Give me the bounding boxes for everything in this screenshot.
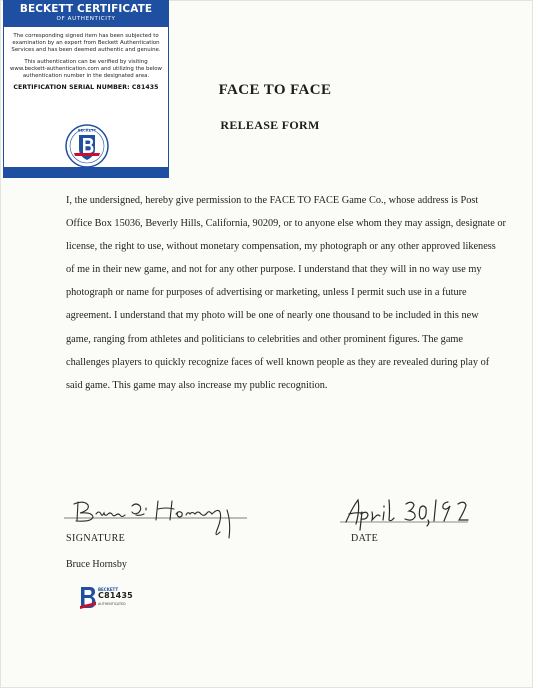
- sticker-serial-number: C81435: [98, 591, 133, 600]
- certificate-paragraph-1: The corresponding signed item has been subjected to examination by an expert from Beckett Authentication Services and has been deemed authentic and genuine.: [11, 33, 161, 54]
- certificate-subtitle: OF AUTHENTICITY: [56, 16, 116, 22]
- certificate-header: [4, 1, 168, 27]
- seal-text: BECKETT: [77, 128, 97, 133]
- certificate-serial-number: CERTIFICATION SERIAL NUMBER: C81435: [13, 84, 159, 92]
- document-subtitle: RELEASE FORM: [220, 118, 320, 132]
- sticker-brand: BECKETT: [98, 587, 119, 592]
- signature-label: SIGNATURE: [66, 533, 126, 544]
- printed-name: Bruce Hornsby: [66, 559, 127, 570]
- sticker-caption: AUTHENTICATED: [98, 602, 126, 606]
- beckett-certificate-sticker: [3, 0, 169, 178]
- certificate-title: BECKETT CERTIFICATE: [19, 3, 153, 15]
- beckett-logo-icon: [80, 586, 96, 610]
- certificate-paragraph-2: This authentication can be verified by visiting www.beckett-authentication.com and utilizing the below authentication number in the designated area.: [10, 58, 162, 80]
- beckett-serial-sticker: [80, 586, 132, 610]
- certificate-text: [4, 27, 168, 91]
- beckett-seal-icon: [64, 123, 110, 169]
- handwritten-date: [340, 494, 490, 538]
- certificate-footer-band: [4, 167, 168, 177]
- date-label: DATE: [351, 533, 379, 544]
- document-title: FACE TO FACE: [218, 82, 332, 98]
- release-body-text: I, the undersigned, hereby give permission to the FACE TO FACE Game Co., whose address is Post Office Box 15036, Beverly Hills, California, 90209, or to anyone else whom they may assign, designate or license, the right to use, without monetary compensation, my photograph or any other approved likeness of me in their new game, and not for any other purpose. I understand that they will in no way use my photograph or name for purposes of advertising or marketing, unless I permit such use in a future agreement. I understand that my photo will be one of nearly one thousand to be included in this new game, ranging from athletes and politicians to celebrities and other prominent figures. The game challenges players to quickly recognize faces of well known people as they are revealed during play of said game. This game may also increase my public recognition.: [66, 195, 506, 391]
